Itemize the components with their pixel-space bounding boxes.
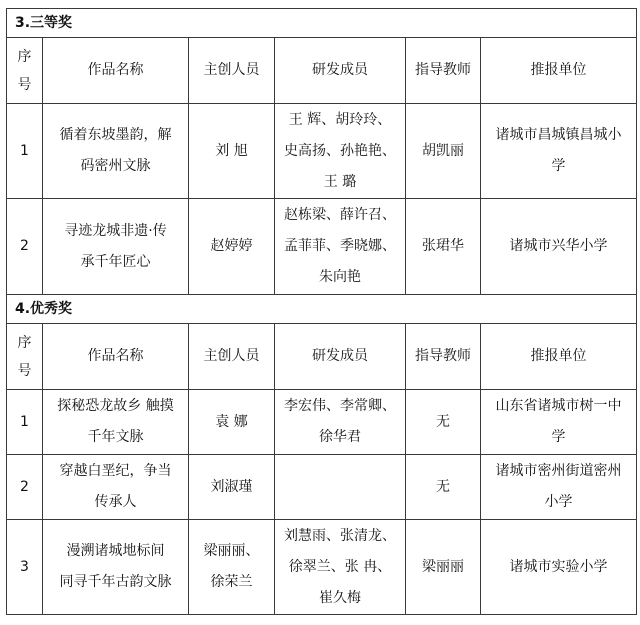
header-creator: 主创人员: [189, 324, 275, 390]
table-row: [7, 520, 637, 615]
cell-unit: 诸城市昌城镇昌城小 学: [481, 104, 637, 199]
header-work: 作品名称: [43, 324, 189, 390]
table-row: [7, 104, 637, 199]
cell-members: [275, 455, 406, 520]
cell-work: 循着东坡墨韵，解 码密州文脉: [43, 104, 189, 199]
cell-creator: 刘淑瑾: [189, 455, 275, 520]
section-row: [7, 295, 637, 324]
cell-creator: 袁 娜: [189, 390, 275, 455]
header-members: 研发成员: [275, 38, 406, 104]
cell-seq: 3: [7, 520, 43, 615]
header-row: [7, 38, 637, 104]
cell-seq: 2: [7, 455, 43, 520]
header-teacher: 指导教师: [406, 324, 481, 390]
header-work: 作品名称: [43, 38, 189, 104]
table-row: [7, 390, 637, 455]
cell-teacher: 无: [406, 390, 481, 455]
header-teacher: 指导教师: [406, 38, 481, 104]
cell-creator: 赵婷婷: [189, 199, 275, 295]
cell-teacher: 无: [406, 455, 481, 520]
cell-unit: 山东省诸城市树一中 学: [481, 390, 637, 455]
cell-teacher: 胡凯丽: [406, 104, 481, 199]
header-members: 研发成员: [275, 324, 406, 390]
cell-work: 穿越白垩纪，争当 传承人: [43, 455, 189, 520]
section-row: [7, 9, 637, 38]
cell-creator: 梁丽丽、 徐荣兰: [189, 520, 275, 615]
table-row: [7, 199, 637, 295]
cell-teacher: 张珺华: [406, 199, 481, 295]
award-table: [6, 8, 637, 615]
cell-work: 漫溯诸城地标间 同寻千年古韵文脉: [43, 520, 189, 615]
cell-members: 王 辉、胡玲玲、 史高扬、孙艳艳、 王 璐: [275, 104, 406, 199]
header-row: [7, 324, 637, 390]
header-seq: 序 号: [7, 324, 43, 390]
section-title: 4.优秀奖: [7, 295, 637, 324]
cell-teacher: 梁丽丽: [406, 520, 481, 615]
header-seq: 序 号: [7, 38, 43, 104]
cell-unit: 诸城市兴华小学: [481, 199, 637, 295]
header-creator: 主创人员: [189, 38, 275, 104]
cell-work: 寻迹龙城非遗·传 承千年匠心: [43, 199, 189, 295]
cell-unit: 诸城市密州街道密州 小学: [481, 455, 637, 520]
cell-unit: 诸城市实验小学: [481, 520, 637, 615]
award-list-document: [6, 8, 636, 615]
cell-seq: 1: [7, 390, 43, 455]
header-unit: 推报单位: [481, 324, 637, 390]
section-title: 3.三等奖: [7, 9, 637, 38]
cell-members: 刘慧雨、张清龙、 徐翠兰、张 冉、 崔久梅: [275, 520, 406, 615]
cell-seq: 1: [7, 104, 43, 199]
cell-work: 探秘恐龙故乡 触摸 千年文脉: [43, 390, 189, 455]
cell-creator: 刘 旭: [189, 104, 275, 199]
cell-seq: 2: [7, 199, 43, 295]
table-row: [7, 455, 637, 520]
cell-members: 李宏伟、李常卿、 徐华君: [275, 390, 406, 455]
cell-members: 赵栋梁、薛许召、 孟菲菲、季晓娜、 朱向艳: [275, 199, 406, 295]
header-unit: 推报单位: [481, 38, 637, 104]
